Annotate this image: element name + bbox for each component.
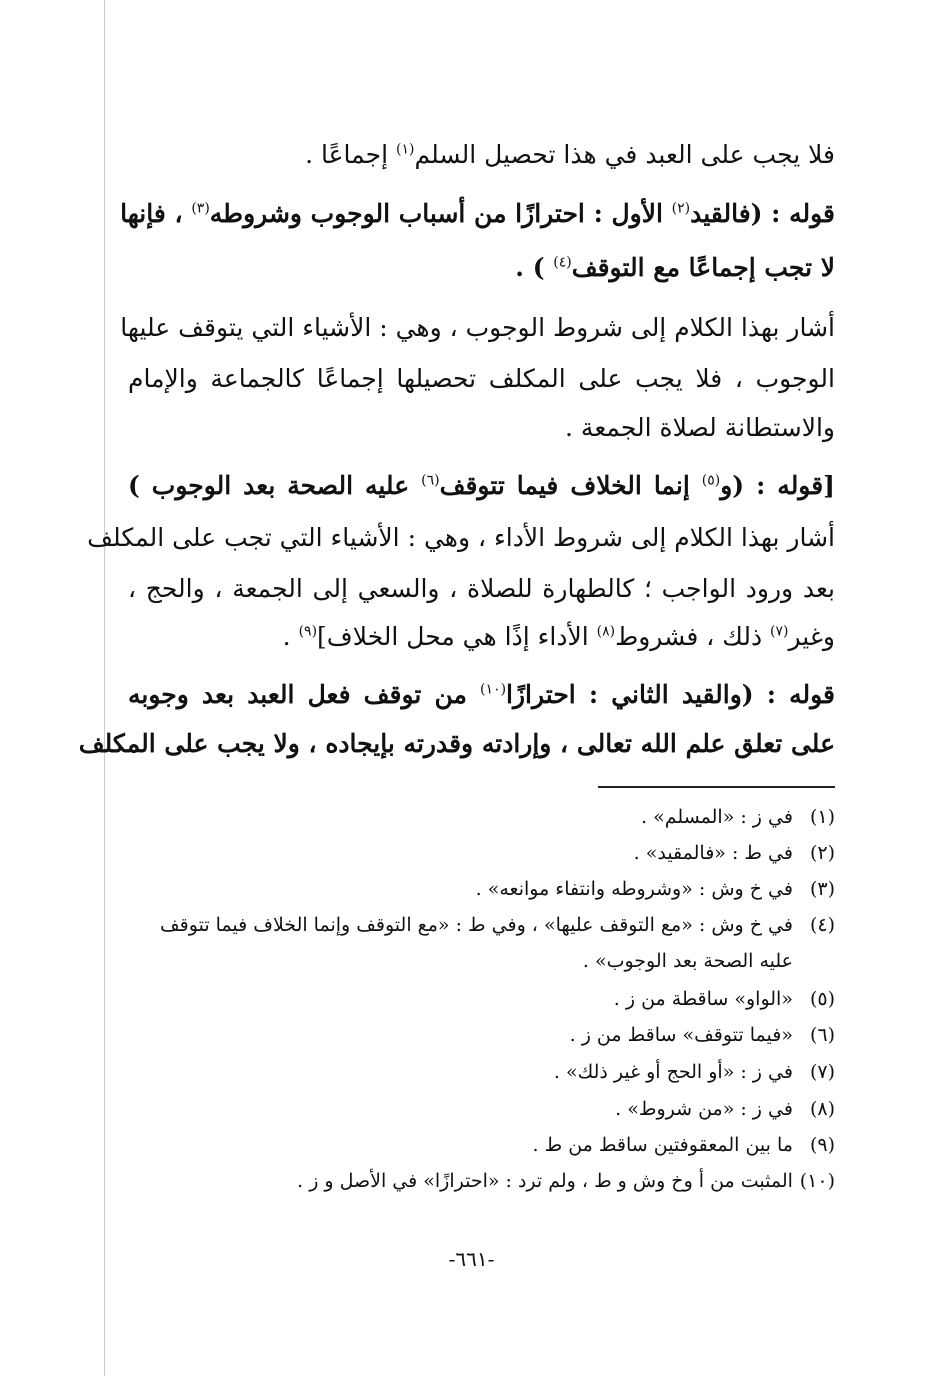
footnote [128,910,835,940]
text-line [128,677,835,713]
text-segment: إجماعًا . [305,140,396,169]
footnote-text: في ز : «من شروط» . [615,1098,793,1120]
footnote-ref: (٢) [671,200,691,217]
text-segment: الوجوب ، فلا يجب على المكلف تحصيلها إجماعًا كالجماعة والإمام [128,364,835,393]
text-line [128,468,835,504]
bold-text-segment: ) . [515,253,554,282]
text-line [128,250,835,286]
footnote [128,1166,835,1196]
footnote-text: في خ وش : «وشروطه وانتفاء موانعه» . [475,878,793,900]
footnote-separator [598,786,835,788]
footnote-number: (٤) [809,914,835,936]
footnote-number: (٥) [809,988,835,1010]
footnote [128,838,835,868]
footnote [128,1057,835,1087]
footnote-number: (٣) [809,878,835,900]
footnote-text: في خ وش : «مع التوقف عليها» ، وفي ط : «مع التوقف وإنما الخلاف فيما تتوقف [160,914,793,936]
bold-text-segment: من توقف فعل العبد بعد وجوبه [128,680,481,709]
footnote-ref: (٥) [701,472,721,489]
footnote [128,874,835,904]
footnote-ref: (٨) [596,623,616,640]
footnote-text: عليه الصحة بعد الوجوب» . [582,950,793,972]
footnote-number: (١٠) [799,1170,835,1192]
text-segment: أشار بهذا الكلام إلى شروط الوجوب ، وهي : الأشياء التي يتوقف عليها [120,313,835,342]
text-segment: . [282,622,299,651]
footnote [128,802,835,832]
text-segment: ذلك ، فشروط [615,622,771,651]
bold-text-segment: على تعلق علم الله تعالى ، وإرادته وقدرته بإيجاده ، ولا يجب على المكلف [78,729,835,758]
text-line [128,619,835,655]
footnote-ref: (١) [395,141,415,158]
bold-text-segment: قوله : ( [750,199,835,228]
text-segment: فلا يجب على العبد في هذا تحصيل السلم [414,140,835,169]
text-segment: والاستطانة لصلاة الجمعة . [565,413,835,442]
footnote-ref: (٩) [298,623,318,640]
footnote-number: (٧) [809,1061,835,1083]
footnote-ref: (٤) [553,254,572,271]
bold-text-segment: عليه الصحة بعد الوجوب ) [128,471,422,500]
footnote-ref: (١٠) [480,681,507,698]
footnote-text: المثبت من أ وخ وش و ط ، ولم ترد : «احترازًا» في الأصل و ز . [297,1170,793,1192]
footnote-number: (١) [809,806,835,828]
text-line [128,361,835,397]
bold-text-segment: قوله : (والقيد الثاني : احترازًا [506,680,835,709]
footnote-number: (٩) [809,1134,835,1156]
footnote-ref: (٣) [191,200,210,217]
footnote-number: (٦) [809,1024,835,1046]
text-line [120,196,835,232]
bold-text-segment: [قوله : (و [720,471,836,500]
text-segment: بعد ورود الواجب ؛ كالطهارة للصلاة ، والسعي إلى الجمعة ، والحج ، [128,574,835,603]
footnote [128,1130,835,1160]
text-line [87,520,835,556]
footnote-continuation [128,946,835,976]
footnote-number: (٨) [809,1098,835,1120]
text-segment: وغير [788,622,835,651]
text-line [128,571,835,607]
text-line [78,726,835,762]
footnote-text: «فيما تتوقف» ساقط من ز . [569,1024,793,1046]
bold-text-segment: الأول : احترازًا من أسباب الوجوب وشروطه [209,199,672,228]
page-number: -٦٦١- [448,1247,495,1271]
footnote [128,984,835,1014]
text-line [128,137,835,173]
footnote [128,1020,835,1050]
text-segment: الأداء إذًا هي محل الخلاف] [317,622,597,651]
footnote-text: ما بين المعقوفتين ساقط من ط . [532,1134,793,1156]
footnote-text: «الواو» ساقطة من ز . [613,988,793,1010]
footnote-text: في ط : «فالمقيد» . [633,842,793,864]
bold-text-segment: ، فإنها [120,199,192,228]
footnote-text: في ز : «أو الحج أو غير ذلك» . [553,1061,793,1083]
bold-text-segment: لا تجب إجماعًا مع التوقف [571,253,835,282]
footnote-text: في ز : «المسلم» . [641,806,793,828]
footnote-ref: (٧) [770,623,789,640]
bold-text-segment: إنما الخلاف فيما تتوقف [439,471,702,500]
footnote-ref: (٦) [421,472,440,489]
margin-rule [104,0,105,1376]
footnote [128,1094,835,1124]
footnote-number: (٢) [809,842,835,864]
text-line [120,310,835,346]
text-line [128,410,835,446]
text-segment: أشار بهذا الكلام إلى شروط الأداء ، وهي : الأشياء التي تجب على المكلف [87,523,835,552]
bold-text-segment: فالقيد [690,199,751,228]
